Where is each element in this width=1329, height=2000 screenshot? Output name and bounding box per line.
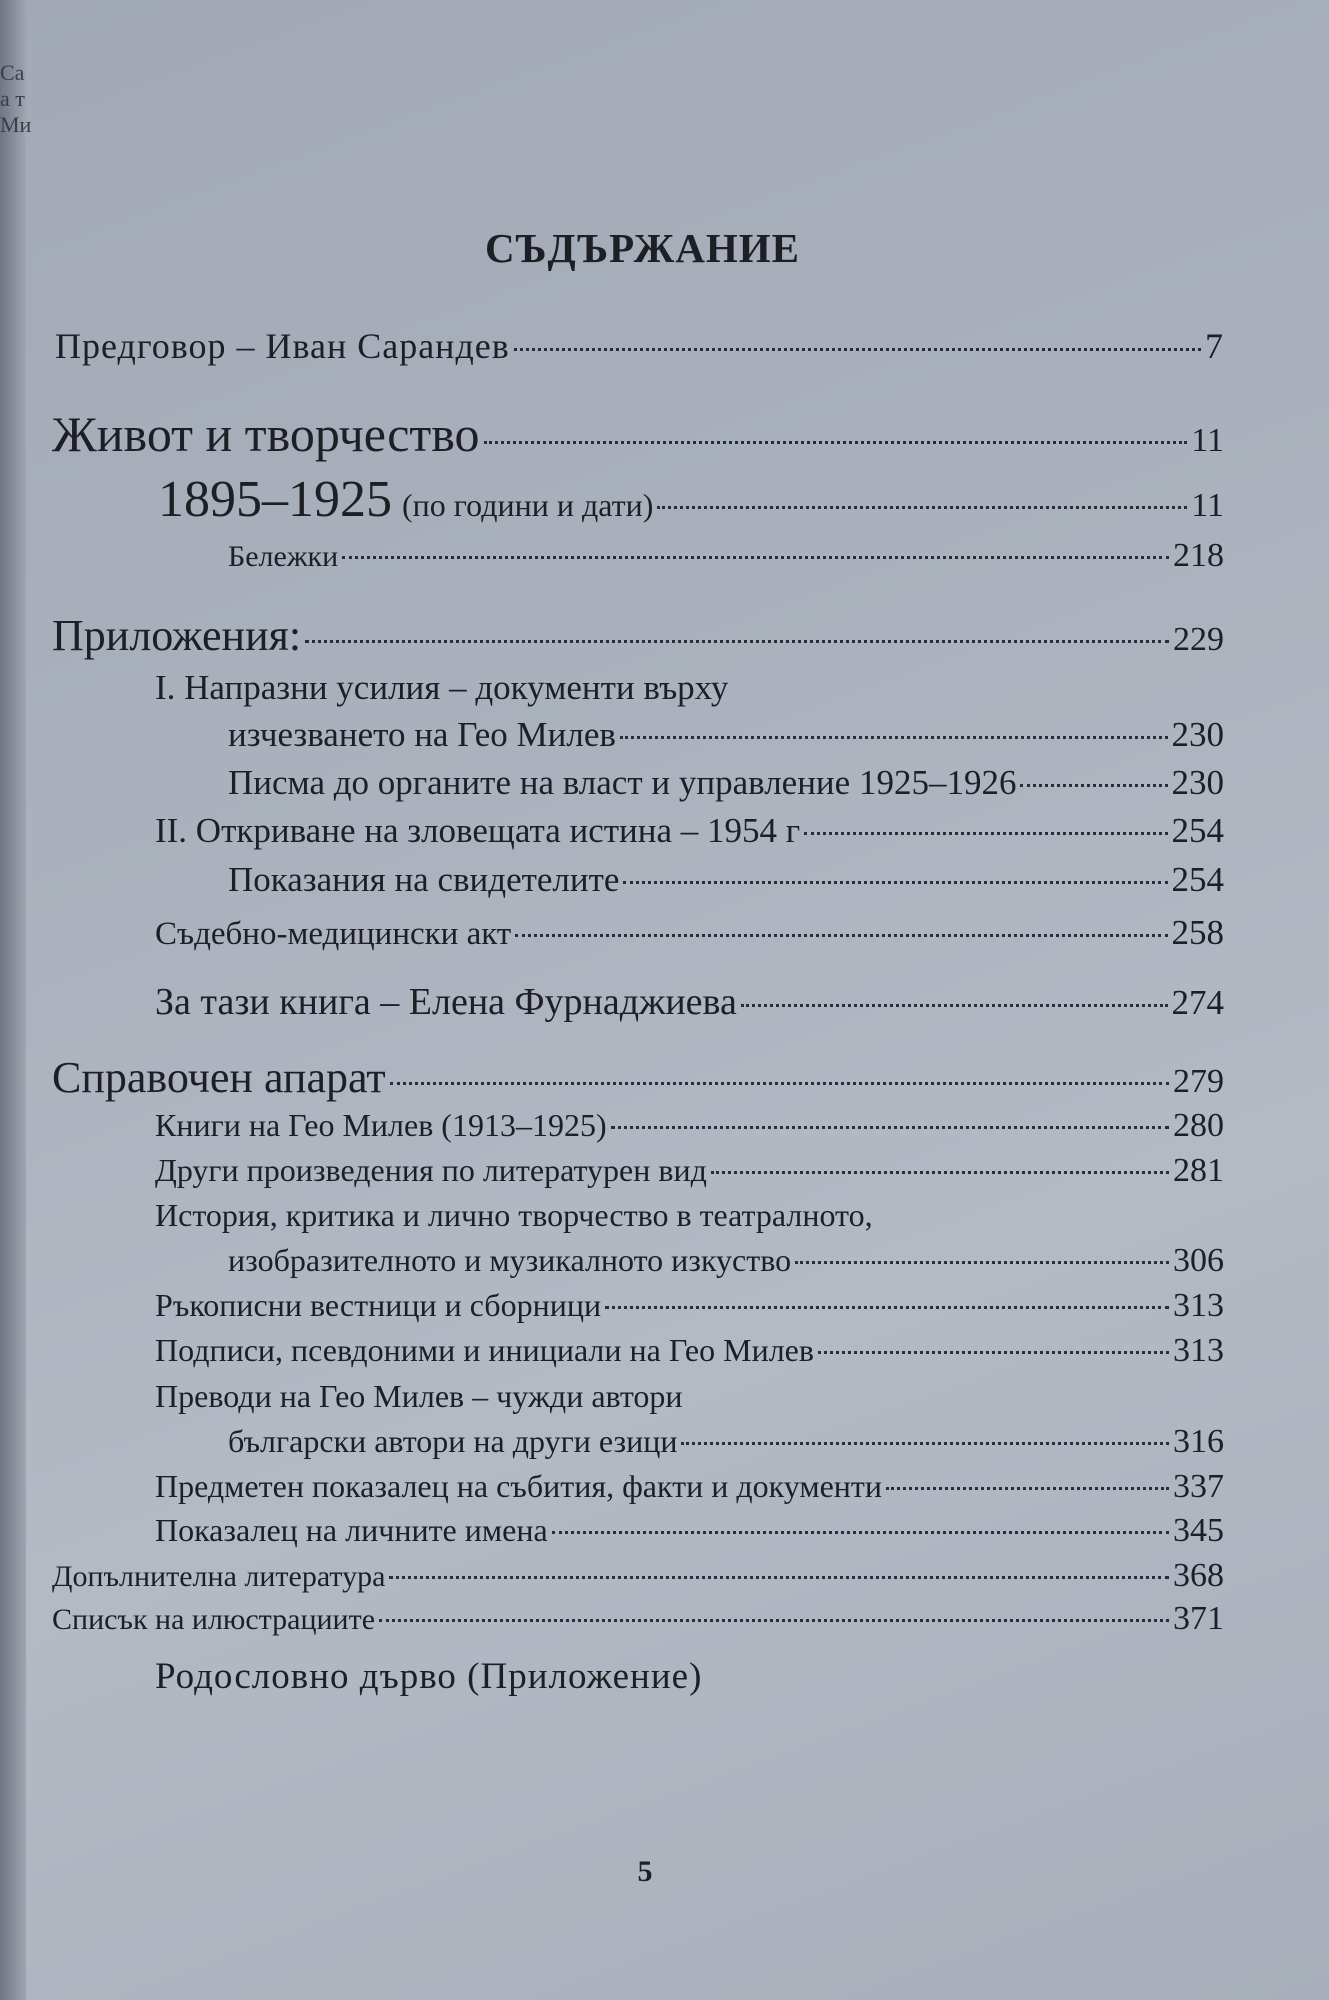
toc-leader-dots — [611, 1126, 1169, 1129]
page-number: 5 — [637, 1855, 653, 1888]
toc-page-number: 281 — [1173, 1152, 1224, 1189]
toc-entry-foreword[interactable] — [55, 325, 1224, 367]
toc-page-number: 313 — [1173, 1287, 1224, 1324]
toc-entry-chronology[interactable] — [158, 470, 1224, 529]
toc-entry-label: Книги на Гео Милев (1913–1925) — [155, 1107, 607, 1143]
toc-entry-books[interactable] — [155, 1107, 1224, 1145]
toc-page-number: 254 — [1171, 860, 1224, 899]
toc-entry-name-index[interactable] — [155, 1512, 1224, 1550]
toc-entry-family-tree[interactable] — [155, 1655, 702, 1698]
toc-entry-label: Живот и творчество — [52, 406, 480, 462]
toc-entry-letters[interactable] — [228, 763, 1224, 803]
toc-entry-label: Подписи, псевдоними и инициали на Гео Милев — [155, 1332, 814, 1368]
toc-leader-dots — [681, 1442, 1169, 1445]
toc-page-number: 316 — [1173, 1423, 1224, 1460]
toc-entry-label: История, критика и лично творчество в театралното, — [155, 1197, 873, 1233]
toc-entry-label: Писма до органите на власт и управление 1925–1926 — [228, 763, 1017, 802]
toc-entry-notes[interactable] — [228, 537, 1224, 575]
toc-leader-dots — [514, 348, 1201, 351]
toc-entry-label: Справочен апарат — [52, 1053, 386, 1102]
toc-leader-dots — [390, 1082, 1169, 1085]
toc-entry-history-criticism[interactable] — [155, 1197, 873, 1234]
toc-page-number: 254 — [1171, 811, 1224, 850]
toc-page-number: 274 — [1171, 983, 1224, 1022]
toc-page-number: 11 — [1191, 487, 1224, 524]
toc-entry-label: изчезването на Гео Милев — [228, 715, 616, 754]
toc-entry-arts[interactable] — [228, 1242, 1224, 1280]
toc-entry-label: Допълнителна литература — [52, 1560, 386, 1593]
toc-leader-dots — [620, 736, 1168, 739]
toc-leader-dots — [886, 1487, 1169, 1490]
toc-page-number: 368 — [1173, 1557, 1224, 1594]
toc-entry-label: За тази книга – Елена Фурнаджиева — [155, 981, 737, 1023]
toc-entry-label: Родословно дърво (Приложение) — [155, 1656, 703, 1697]
toc-page-number: 11 — [1191, 422, 1224, 459]
edge-fragment: а т — [0, 86, 25, 111]
toc-entry-futile-efforts[interactable] — [155, 668, 728, 708]
toc-entry-label: Ръкописни вестници и сборници — [155, 1287, 602, 1323]
toc-page-number: 280 — [1173, 1107, 1224, 1144]
toc-leader-dots — [515, 934, 1167, 937]
toc-leader-dots — [795, 1261, 1169, 1264]
toc-leader-dots — [623, 881, 1167, 884]
toc-entry-label: Показания на свидетелите — [228, 860, 620, 899]
toc-entry-disappearance[interactable] — [228, 715, 1224, 755]
toc-page-number: 230 — [1171, 715, 1224, 754]
toc-entry-label: Предговор – Иван Сарандев — [55, 326, 510, 366]
page-title: СЪДЪРЖАНИЕ — [485, 225, 800, 271]
toc-page-number: 230 — [1171, 763, 1224, 802]
toc-entry-signatures[interactable] — [155, 1332, 1224, 1370]
toc-entry-testimonies[interactable] — [228, 860, 1224, 900]
toc-entry-label: български автори на други езици — [228, 1423, 678, 1459]
toc-leader-dots — [379, 1619, 1169, 1622]
toc-entry-label: 1895–1925 — [158, 471, 392, 528]
toc-entry-label: Предметен показалец на събития, факти и документи — [155, 1468, 882, 1504]
toc-page-number: 218 — [1173, 537, 1224, 574]
toc-entry-appendices[interactable] — [52, 610, 1224, 661]
toc-page-number: 7 — [1205, 326, 1224, 366]
toc-entry-sublabel: (по години и дати) — [402, 487, 654, 523]
toc-leader-dots — [552, 1531, 1169, 1534]
toc-leader-dots — [804, 832, 1167, 835]
toc-page-number: 313 — [1173, 1332, 1224, 1369]
toc-entry-label: II. Откриване на зловещата истина – 1954 г — [155, 811, 801, 850]
toc-entry-translations[interactable] — [155, 1378, 683, 1415]
toc-page-number: 306 — [1173, 1242, 1224, 1279]
toc-leader-dots — [484, 441, 1188, 444]
toc-leader-dots — [342, 556, 1169, 559]
toc-leader-dots — [657, 506, 1187, 509]
toc-entry-discovery[interactable] — [155, 811, 1224, 851]
toc-entry-label: изобразителното и музикалното изкуство — [228, 1242, 792, 1278]
toc-page-number: 229 — [1173, 621, 1224, 658]
toc-entry-bulgarian-authors[interactable] — [228, 1423, 1224, 1461]
toc-entry-label: Преводи на Гео Милев – чужди автори — [155, 1378, 683, 1414]
edge-fragment: Ca — [0, 60, 25, 85]
toc-leader-dots — [605, 1306, 1169, 1309]
toc-entry-other-works[interactable] — [155, 1152, 1224, 1190]
toc-leader-dots — [1020, 784, 1167, 787]
toc-entry-life-and-work[interactable] — [52, 405, 1224, 463]
toc-entry-illustrations[interactable] — [52, 1600, 1224, 1638]
toc-entry-label: Други произведения по литературен вид — [155, 1152, 707, 1188]
toc-leader-dots — [305, 640, 1169, 643]
toc-entry-label: Бележки — [228, 540, 339, 573]
toc-leader-dots — [389, 1576, 1169, 1579]
toc-entry-label: Съдебно-медицински акт — [155, 916, 512, 952]
toc-entry-label: Показалец на личните имена — [155, 1512, 548, 1548]
edge-fragment: Ми — [0, 112, 32, 137]
toc-entry-subject-index[interactable] — [155, 1468, 1224, 1506]
toc-page-number: 371 — [1173, 1600, 1224, 1637]
toc-entry-reference[interactable] — [52, 1052, 1224, 1103]
toc-entry-further-reading[interactable] — [52, 1557, 1224, 1595]
toc-entry-about-book[interactable] — [155, 980, 1224, 1024]
toc-page-number: 337 — [1173, 1468, 1224, 1505]
toc-leader-dots — [741, 1004, 1168, 1007]
toc-entry-label: Списък на илюстрациите — [52, 1603, 376, 1636]
toc-entry-forensic-act[interactable] — [155, 913, 1224, 953]
toc-page-number: 279 — [1173, 1063, 1224, 1100]
toc-entry-label: I. Напразни усилия – документи върху — [155, 668, 729, 707]
toc-page-number: 258 — [1171, 913, 1224, 952]
toc-leader-dots — [818, 1351, 1169, 1354]
toc-entry-label: Приложения: — [52, 611, 302, 660]
toc-leader-dots — [711, 1171, 1169, 1174]
toc-page-number: 345 — [1173, 1512, 1224, 1549]
toc-entry-manuscripts[interactable] — [155, 1287, 1224, 1325]
